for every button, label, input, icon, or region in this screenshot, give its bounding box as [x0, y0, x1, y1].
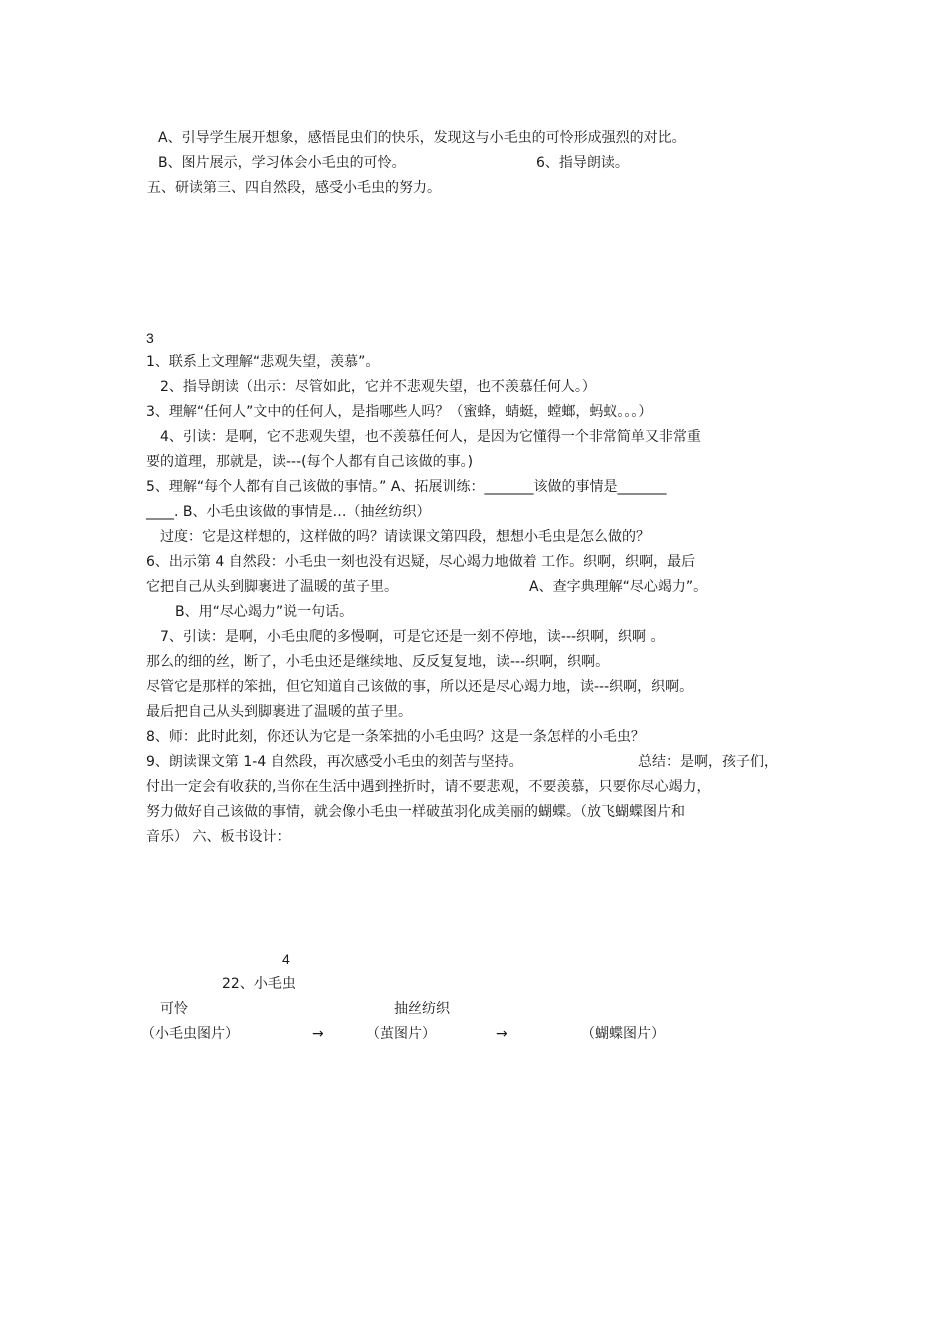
board-title: 22、小毛虫	[222, 976, 296, 992]
paragraph-line: 3、理解“任何人”文中的任何人，是指哪些人吗？（蜜蜂，蜻蜓，螳螂，蚂蚁。。。）	[146, 404, 653, 420]
arrow-right-icon: →	[312, 1026, 324, 1042]
paragraph-line-right: 总结：是啊，孩子们，	[638, 754, 778, 770]
paragraph-line: 付出一定会有收获的,当你在生活中遇到挫折时，请不要悲观，不要羡慕，只要你尽心竭力，	[146, 779, 711, 795]
paragraph-line: 7、引读：是啊，小毛虫爬的多慢啊，可是它还是一刻不停地，读---织啊，织啊 。	[160, 629, 665, 645]
text-line-a: A、引导学生展开想象，感悟昆虫们的快乐，发现这与小毛虫的可怜形成强烈的对比。	[158, 130, 686, 146]
paragraph-line: B、用“尽心竭力”说一句话。	[175, 604, 354, 620]
paragraph-line: 1、联系上文理解“悲观失望，羡慕”。	[146, 354, 380, 370]
paragraph-line-right: A、查字典理解“尽心竭力”。	[529, 579, 708, 595]
board-item-cocoon: （茧图片）	[366, 1026, 436, 1042]
board-item-butterfly: （蝴蝶图片）	[581, 1026, 665, 1042]
paragraph-line: 尽管它是那样的笨拙，但它知道自己该做的事，所以还是尽心竭力地，读---织啊，织啊。	[146, 679, 694, 695]
paragraph-line: 5、理解“每个人都有自己该做的事情。” A、拓展训练：_______该做的事情是_______	[146, 479, 667, 495]
section-heading-5: 五、研读第三、四自然段，感受小毛虫的努力。	[147, 180, 441, 196]
board-label-left: 可怜	[160, 1001, 188, 1017]
text-line-b: B、图片展示，学习体会小毛虫的可怜。	[158, 155, 406, 171]
paragraph-line: 2、指导朗读（出示：尽管如此，它并不悲观失望，也不羡慕任何人。）	[160, 379, 596, 395]
paragraph-line: 过度：它是这样想的，这样做的吗？请读课文第四段，想想小毛虫是怎么做的？	[160, 529, 650, 545]
paragraph-line: 努力做好自己该做的事情，就会像小毛虫一样破茧羽化成美丽的蝴蝶。（放飞蝴蝶图片和	[146, 804, 685, 820]
arrow-right-icon: →	[496, 1026, 508, 1042]
paragraph-line: 最后把自己从头到脚裹进了温暖的茧子里。	[146, 704, 412, 720]
board-label-mid: 抽丝纺织	[394, 1001, 450, 1017]
paragraph-line: 6、出示第 4 自然段：小毛虫一刻也没有迟疑，尽心竭力地做着 工作。织啊，织啊，最后	[146, 554, 696, 570]
page-number: 3	[146, 330, 154, 346]
board-item-caterpillar: （小毛虫图片）	[141, 1026, 239, 1042]
paragraph-line: 要的道理，那就是，读---(每个人都有自己该做的事。)	[146, 454, 474, 470]
paragraph-line: 音乐） 六、板书设计：	[146, 829, 291, 845]
paragraph-line: 4、引读：是啊，它不悲观失望，也不羡慕任何人，是因为它懂得一个非常简单又非常重	[160, 429, 701, 445]
paragraph-line: ____. B、小毛虫该做的事情是…（抽丝纺织）	[146, 504, 431, 520]
paragraph-line: 它把自己从头到脚裹进了温暖的茧子里。	[146, 579, 398, 595]
paragraph-line: 8、师：此时此刻，你还认为它是一条笨拙的小毛虫吗？这是一条怎样的小毛虫？	[146, 729, 645, 745]
page-number: 4	[282, 951, 290, 967]
paragraph-line: 9、朗读课文第 1-4 自然段，再次感受小毛虫的刻苦与坚持。	[146, 754, 523, 770]
paragraph-line: 那么的细的丝，断了，小毛虫还是继续地、反反复复地，读---织啊，织啊。	[146, 654, 610, 670]
text-line-b-right: 6、指导朗读。	[536, 155, 629, 171]
